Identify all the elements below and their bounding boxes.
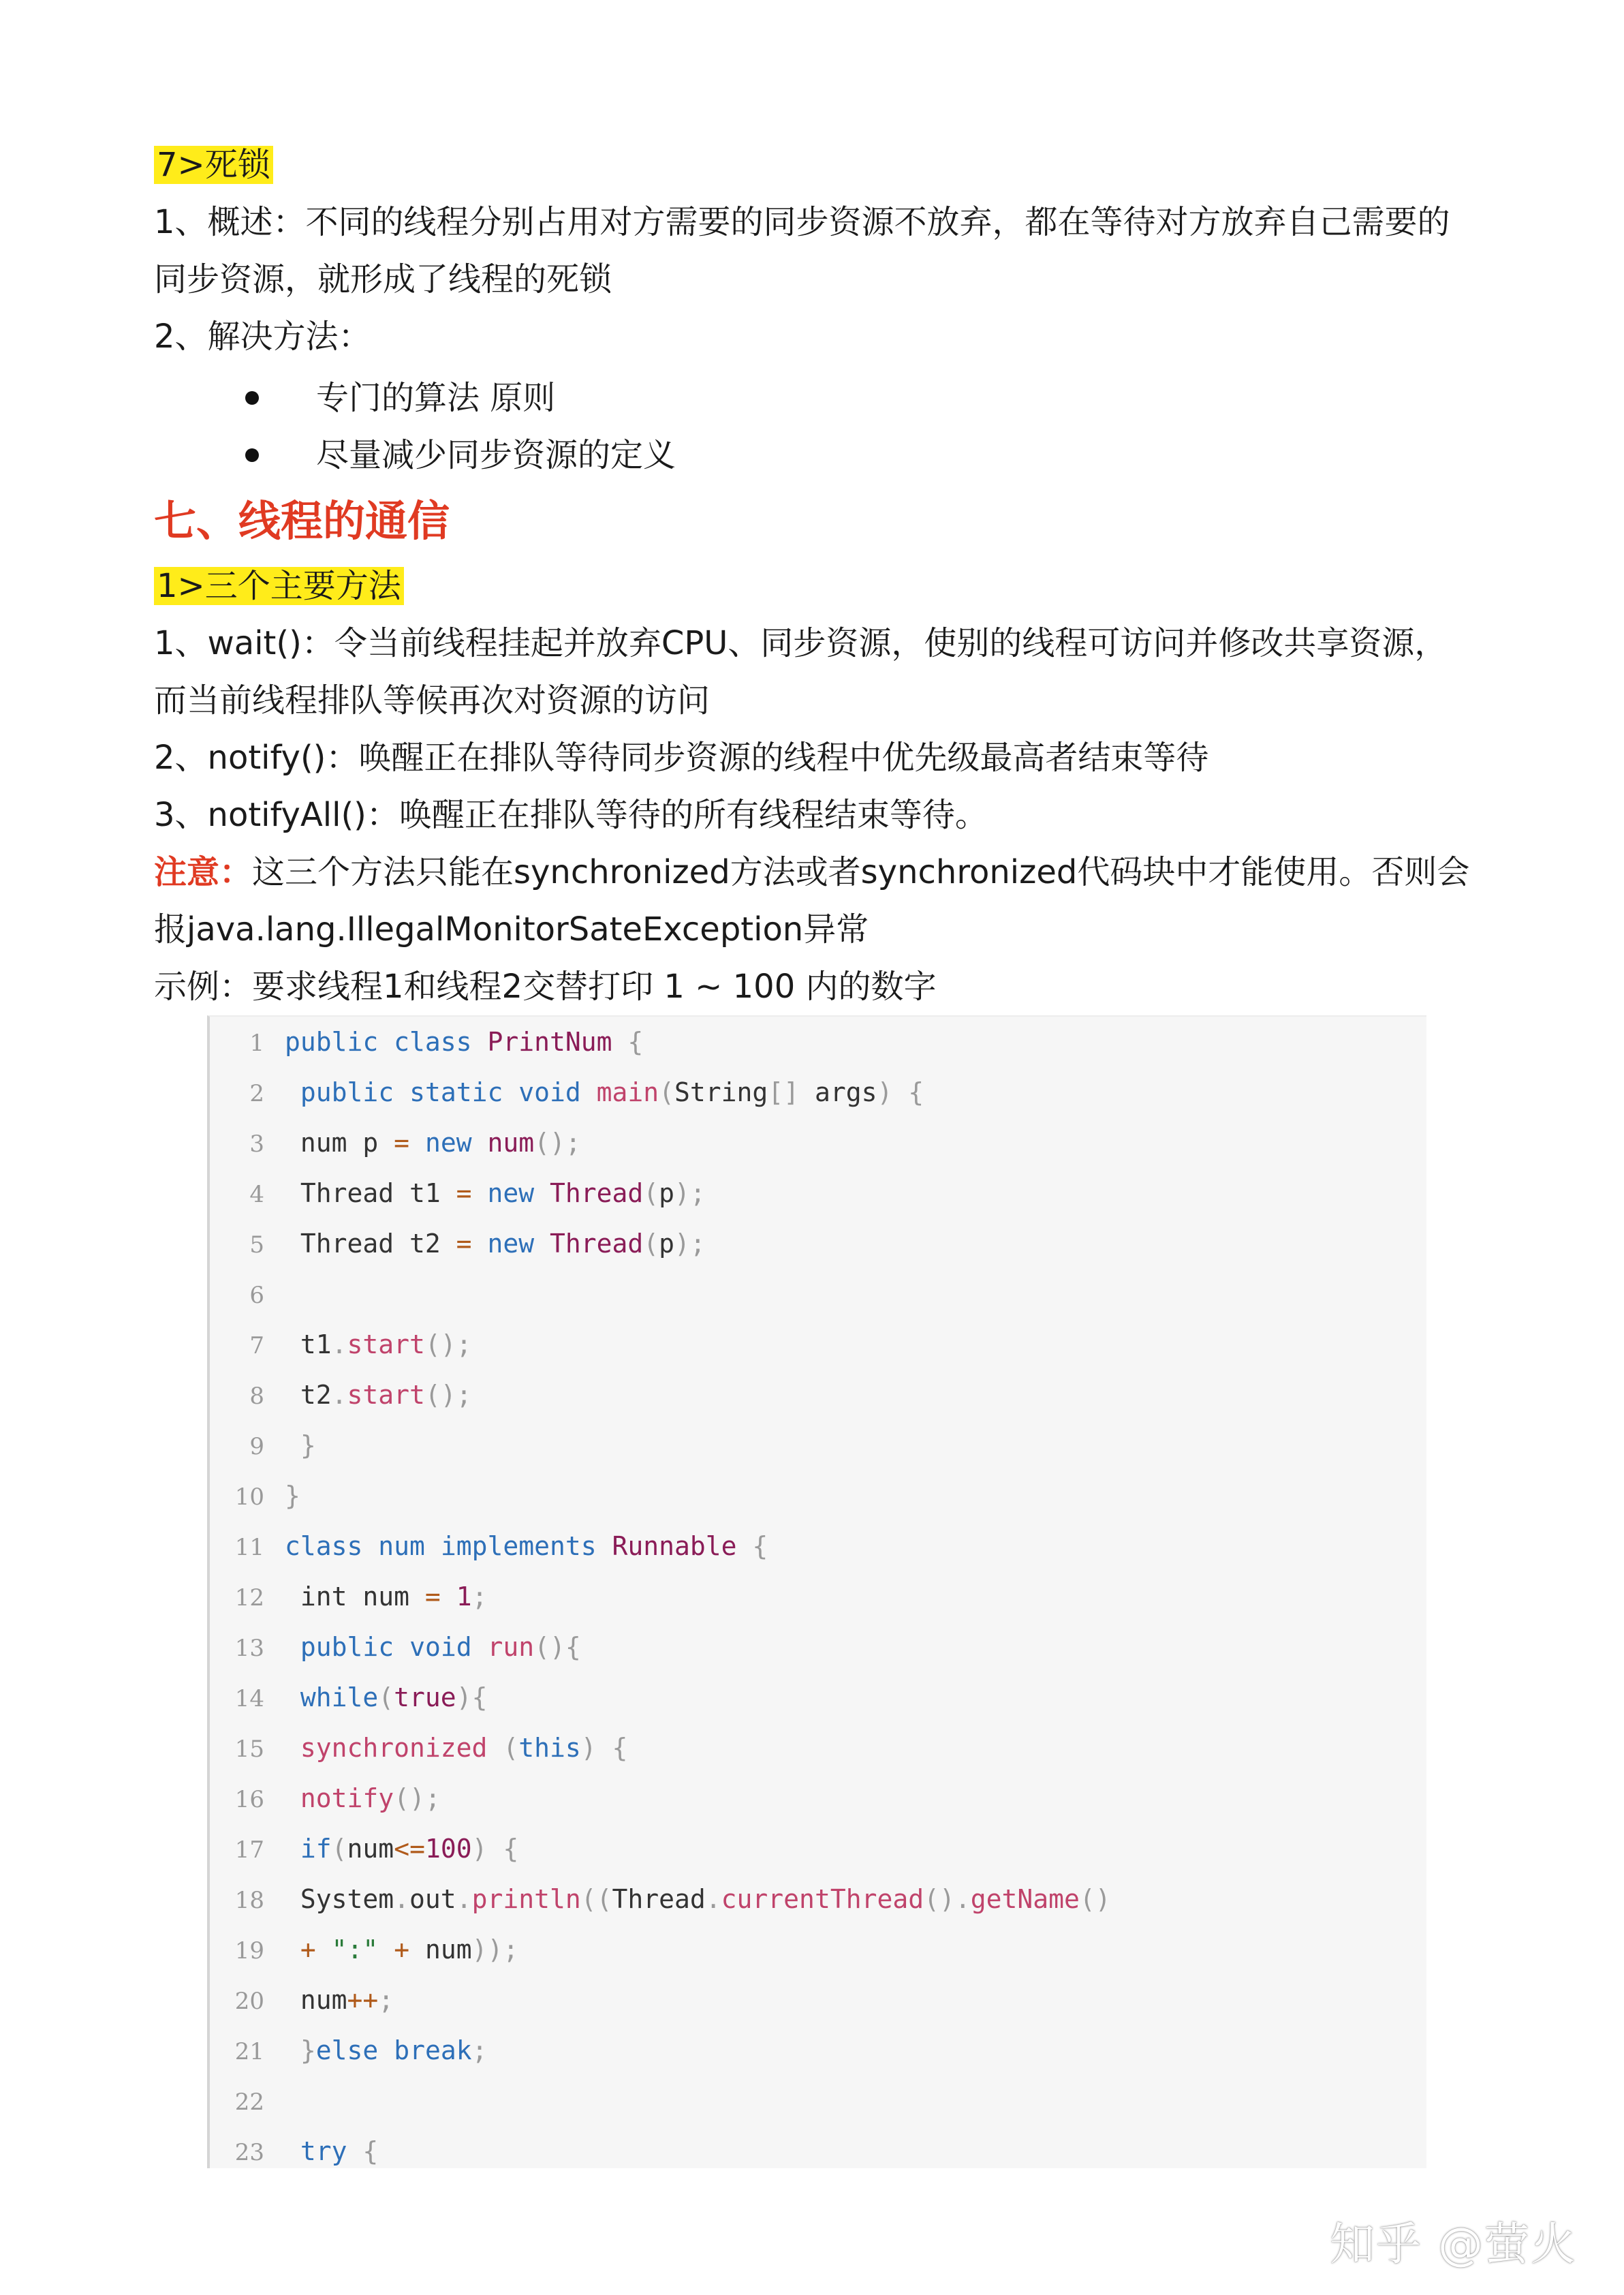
note-line1: 注意：这三个方法只能在synchronized方法或者synchronized代码块中才能使用。否则会 [154, 853, 1470, 891]
deadlock-desc-line2: 同步资源，就形成了线程的死锁 [154, 260, 612, 298]
wait-line1: 1、wait()：令当前线程挂起并放弃CPU、同步资源，使别的线程可访问并修改共享资源， [154, 624, 1448, 662]
zhihu-watermark: 知乎 @萤火 [1330, 2218, 1577, 2270]
code-line: 8 t2.start(); [249, 1380, 472, 1410]
bullet-icon [245, 391, 259, 405]
code-line: 2 public static void main(String[] args) { [249, 1077, 924, 1107]
code-block [207, 1015, 1426, 2168]
bullet-icon [245, 448, 259, 462]
code-line: 20 num++; [234, 1985, 394, 2015]
code-line: 22 [234, 2089, 264, 2116]
code-line: 11 class num implements Runnable { [234, 1531, 768, 1561]
code-line: 17 if(num<=100) { [234, 1834, 519, 1864]
note-label: 注意： [154, 853, 253, 891]
code-line: 5 Thread t2 = new Thread(p); [249, 1229, 706, 1259]
code-line: 1 public class PrintNum { [249, 1027, 644, 1057]
code-line: 21 }else break; [234, 2035, 488, 2065]
notify-line: 2、notify()：唤醒正在排队等待同步资源的线程中优先级最高者结束等待 [154, 739, 1209, 777]
methods-subtitle: 1>三个主要方法 [154, 557, 404, 615]
code-line: 10 } [234, 1481, 300, 1511]
wait-line2: 而当前线程排队等候再次对资源的访问 [154, 681, 710, 720]
code-line: 16 notify(); [234, 1783, 441, 1813]
example-line: 示例：要求线程1和线程2交替打印 1 ~ 100 内的数字 [154, 968, 937, 1006]
deadlock-title: 7>死锁 [154, 136, 273, 194]
code-line: 7 t1.start(); [249, 1329, 472, 1359]
section-heading: 七、线程的通信 [154, 496, 450, 546]
solution-item: 尽量减少同步资源的定义 [316, 436, 676, 474]
code-line: 13 public void run(){ [234, 1632, 581, 1662]
code-line: 12 int num = 1; [234, 1582, 488, 1612]
solution-item: 专门的算法 原则 [316, 379, 556, 417]
notifyall-line: 3、notifyAll()：唤醒正在排队等待的所有线程结束等待。 [154, 796, 988, 834]
code-line: 3 num p = new num(); [249, 1128, 581, 1158]
code-line: 23 try { [234, 2136, 379, 2166]
code-line: 18 System.out.println((Thread.currentThread().getName() [234, 1884, 1111, 1914]
deadlock-desc-line1: 1、概述：不同的线程分别占用对方需要的同步资源不放弃，都在等待对方放弃自己需要的 [154, 203, 1450, 241]
code-line: 6 [249, 1282, 264, 1309]
code-line: 15 synchronized (this) { [234, 1733, 628, 1763]
code-line: 9 } [249, 1430, 316, 1460]
deadlock-solution-label: 2、解决方法： [154, 318, 371, 356]
code-line: 19 + ":" + num)); [234, 1935, 519, 1965]
code-line: 14 while(true){ [234, 1682, 488, 1712]
code-line: 4 Thread t1 = new Thread(p); [249, 1178, 706, 1208]
note-line2: 报java.lang.IllegalMonitorSateException异常 [154, 910, 869, 949]
